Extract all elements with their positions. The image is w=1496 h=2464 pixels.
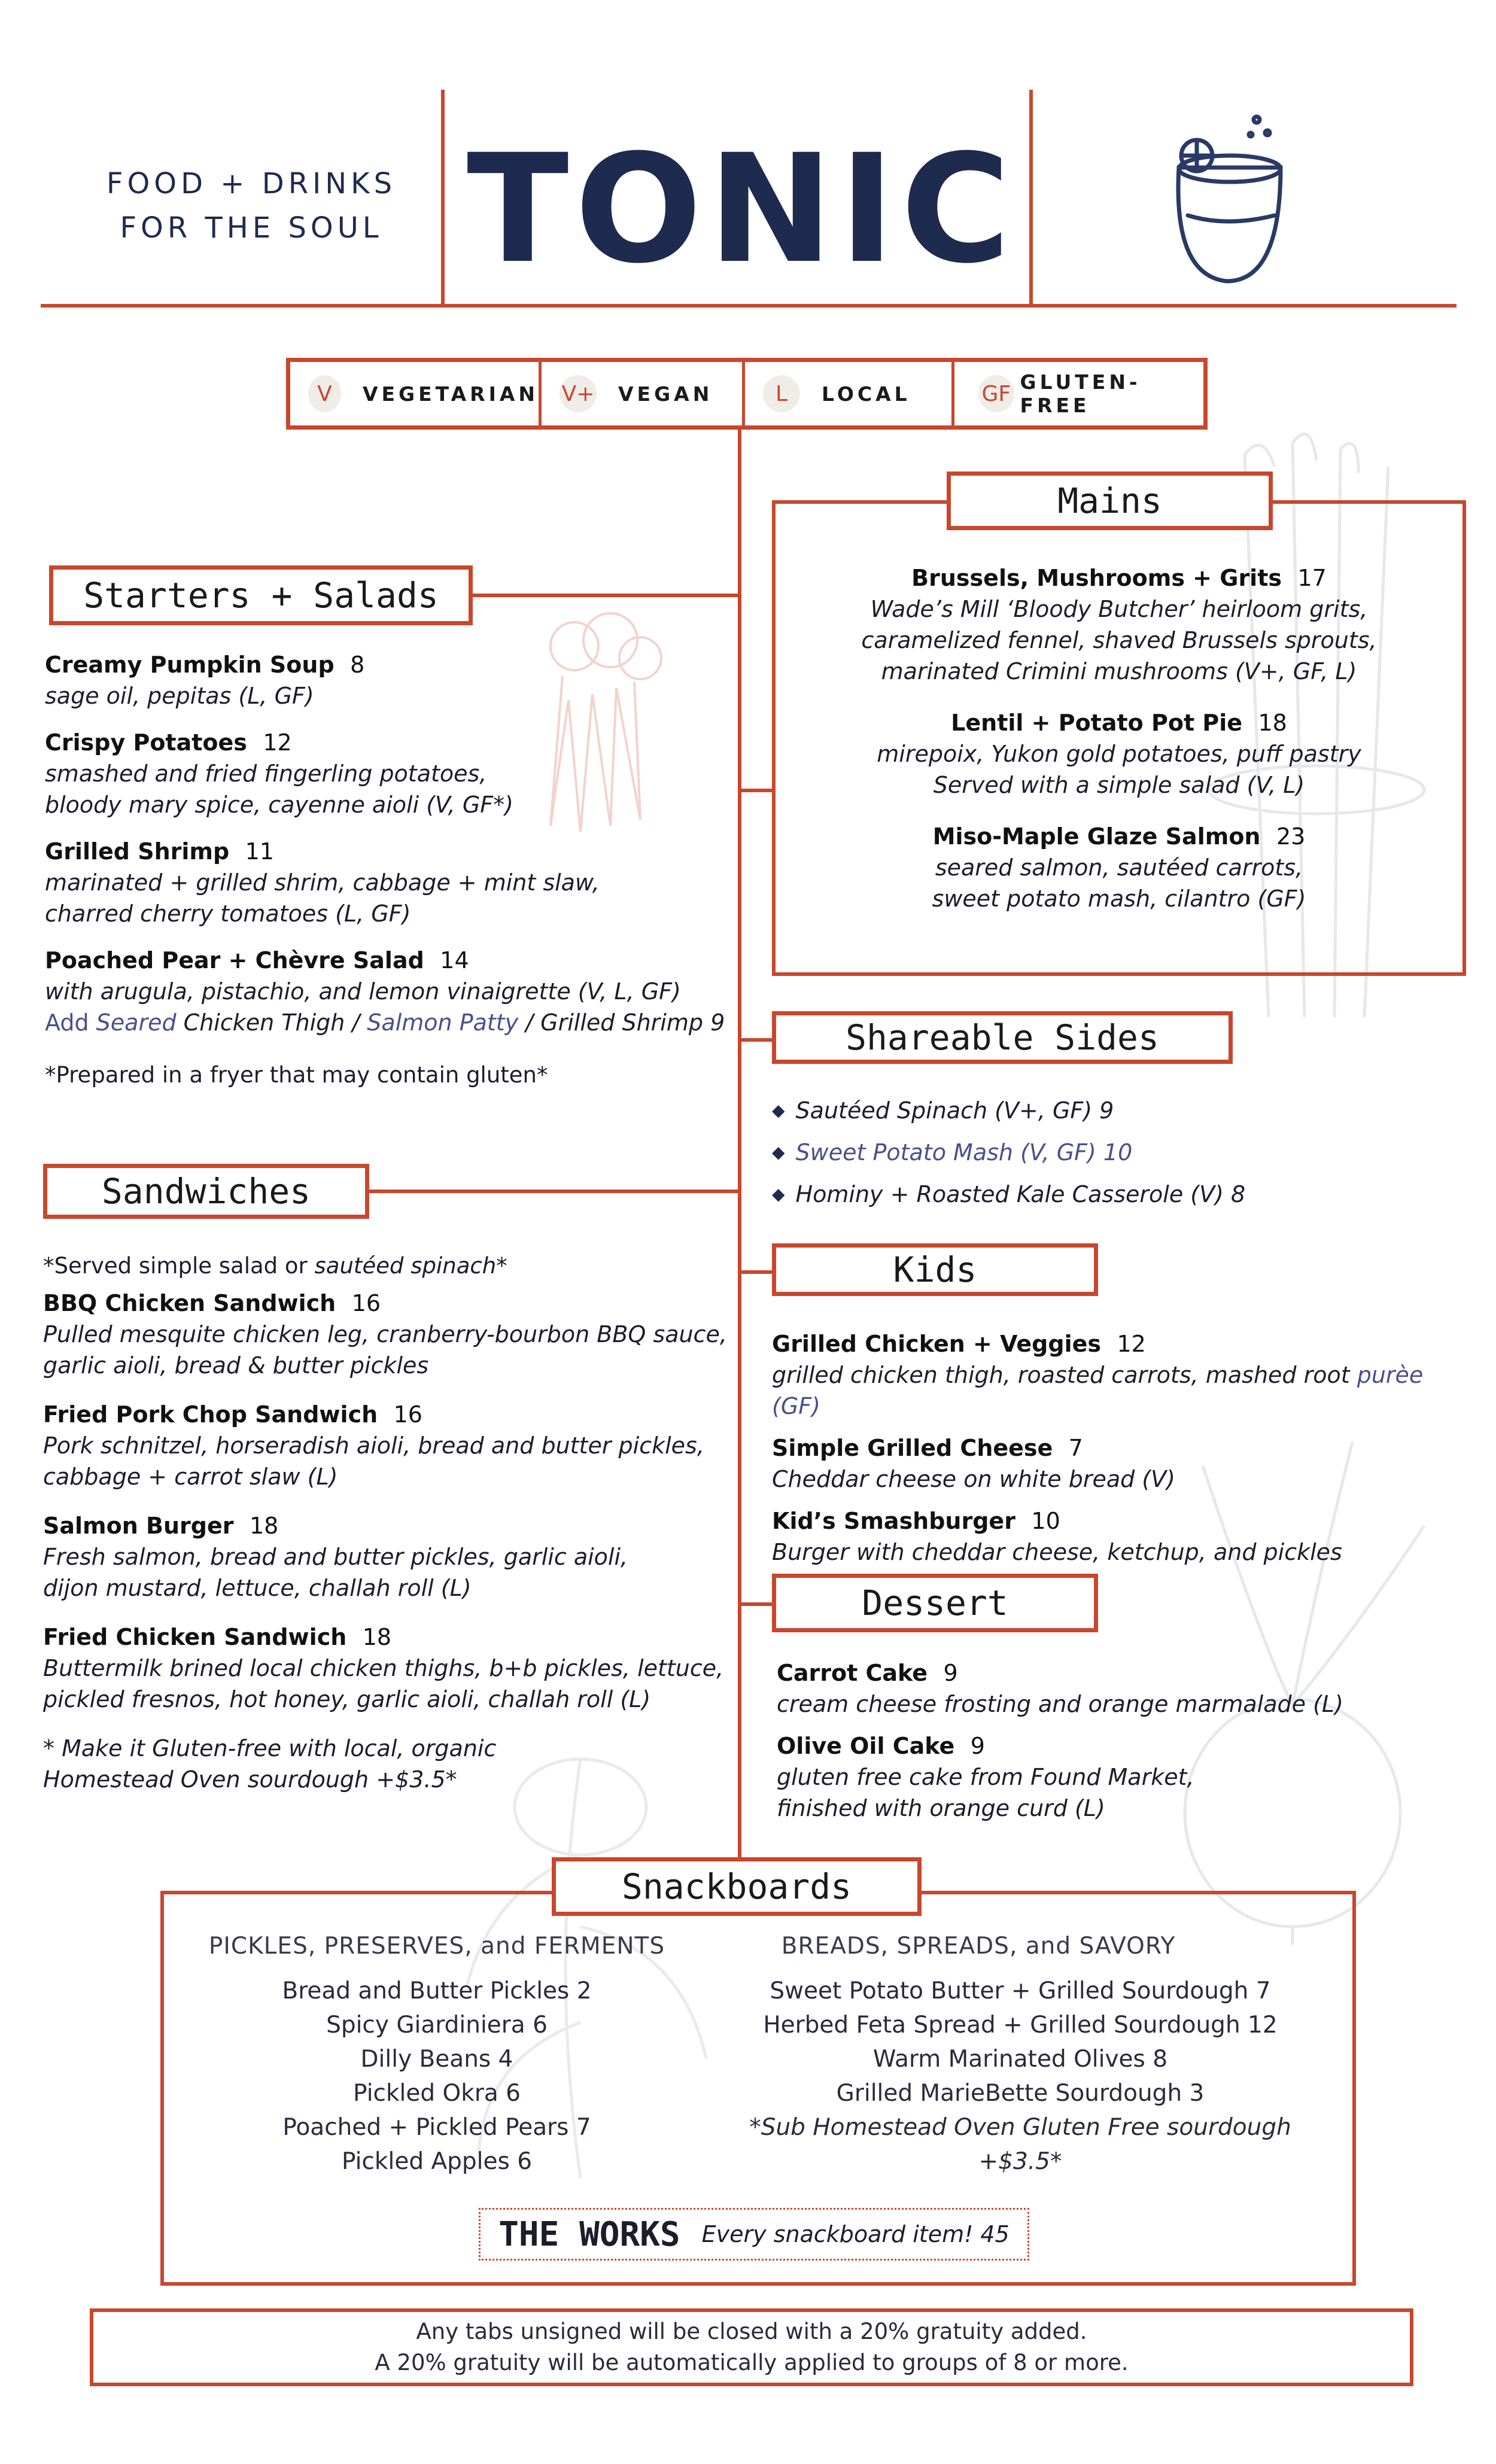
addon-line	[45, 1007, 727, 1038]
tonic-glass-icon	[1161, 102, 1299, 293]
item-price: 9	[970, 1733, 985, 1759]
item-desc: Cheddar cheese on white bread (V)	[772, 1466, 1175, 1492]
mains-list	[776, 562, 1462, 914]
starters-list	[45, 649, 727, 1091]
item-desc: Pork schnitzel, horseradish aioli, bread and butter pickles,	[43, 1432, 704, 1459]
list-item: Bread and Butter Pickles 2	[282, 1978, 592, 2004]
tagline-line1: FOOD + DRINKS	[106, 167, 397, 200]
item-name: Grilled Shrimp	[45, 838, 230, 865]
legend-label: GLUTEN-FREE	[1020, 370, 1141, 417]
item-desc: bloody mary spice, cayenne aioli (V, GF*)	[45, 792, 513, 818]
mains-heading: Mains	[947, 471, 1273, 530]
the-works-badge	[479, 2208, 1029, 2261]
item-desc: marinated + grilled shrim, cabbage + mint slaw,	[45, 869, 600, 896]
item-desc: Burger with cheddar cheese, ketchup, and pickles	[772, 1539, 1342, 1565]
item-desc: gluten free cake from Found Market,	[777, 1764, 1194, 1790]
list-item: Poached + Pickled Pears 7	[282, 2114, 591, 2141]
legend-label: VEGETARIAN	[362, 382, 539, 406]
item-desc: cream cheese frosting and orange marmalade (L)	[777, 1691, 1343, 1717]
gf-note: * Make it Gluten-free with local, organic	[43, 1735, 497, 1762]
sandwiches-heading: Sandwiches	[43, 1164, 369, 1219]
item-desc: sage oil, pepitas (L, GF)	[45, 683, 314, 709]
sides-heading: Shareable Sides	[772, 1011, 1233, 1064]
list-item	[43, 1510, 731, 1604]
note-prefix: *Served simple salad or	[43, 1253, 315, 1279]
addon-seared: Seared	[96, 1009, 177, 1036]
item-desc: seared salmon, sautéed carrots,	[935, 854, 1303, 881]
item-price: 8	[350, 652, 365, 678]
gluten-free-badge-icon: GF	[978, 375, 1014, 412]
sandwiches-list	[43, 1251, 731, 1795]
header-underline	[41, 304, 1457, 308]
item-desc: Wade’s Mill ‘Bloody Butcher’ heirloom grits,	[870, 596, 1368, 622]
diamond-bullet-icon: ◆	[772, 1100, 785, 1120]
list-item	[772, 1505, 1466, 1568]
item-name: Brussels, Mushrooms + Grits	[911, 565, 1282, 591]
item-desc: caramelized fennel, shaved Brussels sprouts,	[861, 627, 1377, 653]
legend-label: VEGAN	[618, 382, 713, 406]
legend-gluten-free	[954, 362, 1203, 425]
item-name: Simple Grilled Cheese	[772, 1435, 1053, 1461]
fryer-note: *Prepared in a fryer that may contain gluten*	[45, 1062, 548, 1088]
starters-heading: Starters + Salads	[49, 565, 473, 625]
diamond-bullet-icon: ◆	[772, 1142, 785, 1162]
sides-connector	[738, 1038, 774, 1042]
snack-right-heading: BREADS, SPREADS, and SAVORY	[781, 1933, 1176, 1960]
item-price: 17	[1297, 565, 1327, 591]
item-desc: grilled chicken thigh, roasted carrots, mashed root	[772, 1362, 1357, 1388]
list-item	[45, 836, 727, 929]
list-item	[45, 649, 727, 711]
header-divider-left	[441, 90, 445, 305]
list-item	[772, 1179, 1430, 1210]
list-item: Dilly Beans 4	[360, 2046, 513, 2073]
item-desc: Buttermilk brined local chicken thighs, b+b pickles, lettuce,	[43, 1655, 724, 1681]
list-item: Pickled Apples 6	[341, 2148, 533, 2175]
item-name: Lentil + Potato Pot Pie	[951, 710, 1242, 736]
item-price: 18	[362, 1624, 392, 1650]
item-desc: smashed and fried fingerling potatoes,	[45, 761, 487, 787]
list-item	[45, 945, 727, 1007]
diamond-bullet-icon: ◆	[772, 1184, 785, 1204]
kids-list	[772, 1328, 1466, 1568]
snack-left-heading: PICKLES, PRESERVES, and FERMENTS	[208, 1933, 665, 1960]
legend-label: LOCAL	[822, 382, 911, 406]
list-item	[43, 1399, 731, 1492]
item-name: Carrot Cake	[777, 1660, 928, 1686]
brand-title: TONIC	[467, 122, 1017, 296]
works-title: THE WORKS	[498, 2214, 680, 2254]
item-name: Kid’s Smashburger	[772, 1508, 1015, 1534]
local-badge-icon: L	[763, 375, 800, 412]
addon-rest: / Grilled Shrimp 9	[518, 1009, 725, 1036]
list-item	[43, 1288, 731, 1381]
list-item: Sweet Potato Butter + Grilled Sourdough 7	[770, 1978, 1271, 2004]
dessert-connector	[738, 1602, 774, 1606]
side-label: Sautéed Spinach (V+, GF) 9	[795, 1097, 1114, 1124]
list-item	[772, 1432, 1466, 1495]
list-item: Pickled Okra 6	[353, 2080, 521, 2107]
header-divider-right	[1029, 90, 1033, 305]
item-desc: dijon mustard, lettuce, challah roll (L)	[43, 1575, 472, 1601]
dessert-list	[777, 1657, 1435, 1824]
item-price: 11	[245, 838, 275, 865]
item-price: 12	[263, 729, 292, 756]
kids-heading: Kids	[772, 1243, 1098, 1296]
footer-line2: A 20% gratuity will be automatically applied to groups of 8 or more.	[375, 2350, 1129, 2375]
list-item	[772, 1137, 1430, 1168]
item-price: 23	[1276, 823, 1306, 850]
sandwiches-connector	[365, 1190, 739, 1193]
item-desc: Pulled mesquite chicken leg, cranberry-bourbon BBQ sauce,	[43, 1321, 727, 1347]
item-price: 9	[943, 1660, 958, 1686]
starters-connector	[470, 594, 739, 597]
list-item: Herbed Feta Spread + Grilled Sourdough 12	[763, 2012, 1278, 2039]
gf-note: Homestead Oven sourdough +$3.5*	[43, 1766, 457, 1793]
legend-vegan	[542, 362, 745, 425]
item-name: Miso-Maple Glaze Salmon	[932, 823, 1261, 850]
side-label: Hominy + Roasted Kale Casserole (V) 8	[795, 1181, 1246, 1207]
item-price: 16	[393, 1401, 422, 1428]
item-desc: sweet potato mash, cilantro (GF)	[932, 886, 1306, 912]
addon-chicken: Chicken Thigh /	[176, 1009, 367, 1036]
snack-left-column	[191, 1933, 682, 2179]
footer-line1: Any tabs unsigned will be closed with a 20% gratuity added.	[416, 2319, 1087, 2344]
item-desc: finished with orange curd (L)	[777, 1795, 1105, 1821]
item-desc: Served with a simple salad (V, L)	[933, 772, 1305, 798]
item-desc: marinated Crimini mushrooms (V+, GF, L)	[881, 658, 1357, 685]
item-name: Crispy Potatoes	[45, 729, 247, 756]
vegan-badge-icon: V+	[560, 375, 597, 412]
item-name: Grilled Chicken + Veggies	[772, 1331, 1101, 1357]
item-desc-blue: purèe (GF)	[772, 1362, 1424, 1419]
sides-list	[772, 1095, 1430, 1210]
mains-connector	[738, 789, 774, 792]
item-desc: with arugula, pistachio, and lemon vinaigrette (V, L, GF)	[45, 978, 681, 1005]
addon-salmon: Salmon Patty	[367, 1009, 519, 1036]
list-item	[45, 727, 727, 820]
list-item	[777, 1657, 1435, 1720]
list-item	[776, 707, 1462, 801]
item-desc: garlic aioli, bread & butter pickles	[43, 1352, 429, 1379]
addon-prefix: Add	[45, 1009, 96, 1036]
gratuity-footer	[90, 2308, 1413, 2386]
item-name: Fried Chicken Sandwich	[43, 1624, 347, 1650]
snack-gf-note: *Sub Homestead Oven Gluten Free sourdough +$3.5*	[749, 2114, 1291, 2175]
item-desc: cabbage + carrot slaw (L)	[43, 1464, 338, 1490]
snack-right-column	[706, 1933, 1334, 2179]
note-suffix: *	[496, 1253, 507, 1279]
item-name: Olive Oil Cake	[777, 1733, 955, 1759]
item-desc: pickled fresnos, hot honey, garlic aioli, challah roll (L)	[43, 1686, 651, 1712]
center-spine	[738, 430, 741, 1881]
item-price: 10	[1031, 1508, 1060, 1534]
item-name: Creamy Pumpkin Soup	[45, 652, 335, 678]
list-item	[772, 1095, 1430, 1126]
item-name: Salmon Burger	[43, 1513, 234, 1539]
snackboards-heading: Snackboards	[552, 1857, 922, 1916]
tagline-line2: FOR THE SOUL	[120, 211, 383, 245]
list-item: Warm Marinated Olives 8	[872, 2046, 1168, 2073]
list-item	[777, 1730, 1435, 1824]
item-price: 16	[351, 1290, 381, 1316]
item-name: Fried Pork Chop Sandwich	[43, 1401, 378, 1428]
list-item	[776, 821, 1462, 914]
item-price: 18	[1258, 710, 1287, 736]
legend-vegetarian	[290, 362, 542, 425]
side-label: Sweet Potato Mash (V, GF) 10	[795, 1139, 1133, 1166]
list-item: Spicy Giardiniera 6	[326, 2012, 548, 2039]
tagline	[90, 162, 413, 250]
list-item	[772, 1328, 1466, 1422]
item-desc: Fresh salmon, bread and butter pickles, garlic aioli,	[43, 1544, 628, 1570]
item-price: 18	[249, 1513, 279, 1539]
item-price: 14	[440, 947, 469, 974]
kids-connector	[738, 1270, 774, 1274]
item-name: BBQ Chicken Sandwich	[43, 1290, 336, 1316]
item-price: 12	[1117, 1331, 1146, 1357]
list-item: Grilled MarieBette Sourdough 3	[836, 2080, 1205, 2107]
item-price: 7	[1068, 1435, 1083, 1461]
dietary-legend	[286, 358, 1208, 430]
note-italic: sautéed spinach	[314, 1253, 497, 1279]
list-item	[776, 562, 1462, 687]
works-desc: Every snackboard item! 45	[701, 2221, 1010, 2247]
dessert-heading: Dessert	[772, 1574, 1098, 1632]
item-desc: mirepoix, Yukon gold potatoes, puff pastry	[877, 741, 1361, 767]
list-item	[43, 1622, 731, 1715]
item-name: Poached Pear + Chèvre Salad	[45, 947, 424, 974]
vegetarian-badge-icon: V	[308, 375, 341, 412]
sandwiches-note	[43, 1251, 731, 1282]
item-desc: charred cherry tomatoes (L, GF)	[45, 901, 411, 927]
legend-local	[745, 362, 954, 425]
